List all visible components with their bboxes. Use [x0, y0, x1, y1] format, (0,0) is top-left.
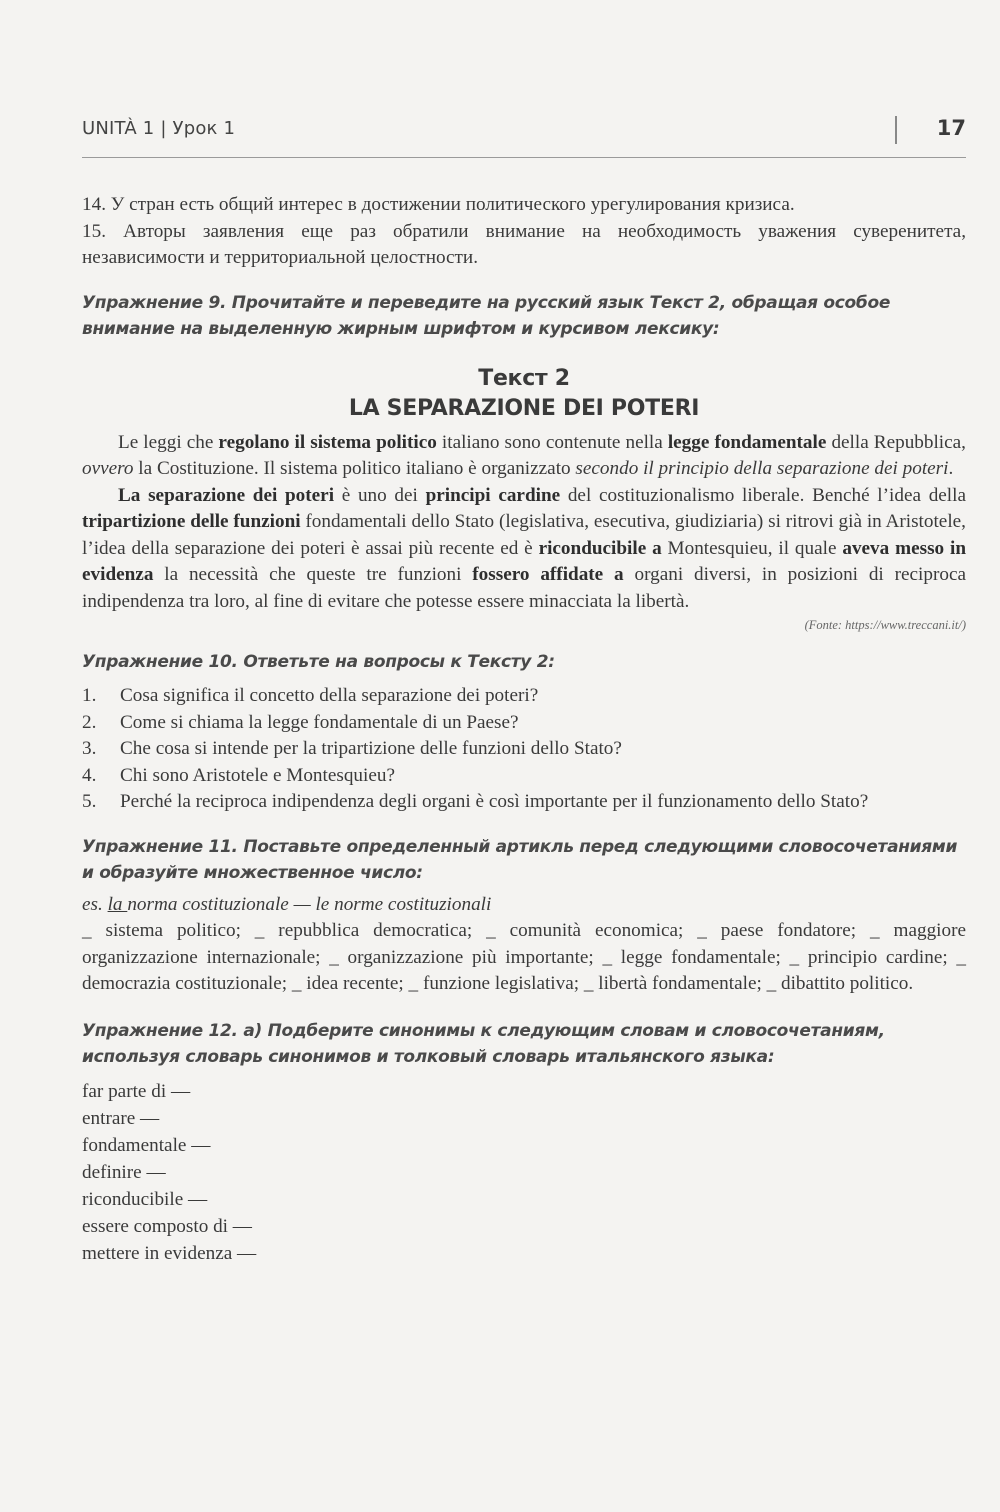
italic-term: secondo il principio della separazione dei poteri	[575, 458, 949, 479]
italic-term: ovvero	[82, 458, 134, 479]
exercise-11-example	[82, 892, 966, 919]
question-number: 1.	[82, 685, 97, 706]
text-run: organi diversi, in posizioni di reciproca indipendenza tra loro, al fine di evitare che potesse essere minacciata la libertà.	[82, 564, 966, 612]
bold-term: riconducibile a	[538, 537, 662, 559]
exercise-11-title: Упражнение 11. Поставьте определенный артикль перед следующими словосочетаниями и образуйте множественное число:	[82, 836, 958, 883]
bold-term: tripartizione delle funzioni	[82, 511, 301, 532]
page-content	[82, 192, 966, 1267]
synonym-word: fondamentale —	[82, 1134, 211, 1156]
example-text: norma costituzionale — le norme costituzionali	[127, 893, 492, 915]
question-number: 2.	[82, 711, 97, 733]
text-paragraph-2	[82, 483, 966, 616]
bold-term: fossero affidate a	[472, 564, 624, 585]
header-rule	[82, 157, 966, 158]
bold-term: aveva messo in evidenza	[82, 537, 966, 585]
text-run: la Costituzione. Il sistema politico italiano è organizzato	[133, 458, 576, 479]
question-number: 3.	[82, 738, 97, 759]
exercise-10-title: Упражнение 10. Ответьте на вопросы к Тексту 2:	[82, 652, 555, 672]
page-number: 17	[936, 116, 966, 140]
text-run: la necessità che queste tre funzioni	[153, 564, 473, 585]
item-text: Авторы заявления еще раз обратили внимание на необходимость уважения суверенитета, независимости и территориальной целостности.	[82, 220, 966, 268]
item-text: У стран есть общий интерес в достижении политического урегулирования кризиса.	[110, 194, 795, 215]
exercise-12-title: Упражнение 12. а) Подберите синонимы к следующим словам и словосочетаниям, используя словарь синонимов и толковый словарь итальянского языка:	[82, 1020, 885, 1067]
synonym-word: essere composto di —	[82, 1215, 252, 1237]
source-citation: (Fonte: https://www.treccani.it/)	[804, 618, 966, 632]
question-text: Che cosa si intende per la tripartizione delle funzioni dello Stato?	[120, 738, 622, 759]
synonym-word: entrare —	[82, 1107, 160, 1129]
bold-term: La separazione dei poteri	[118, 484, 335, 506]
text-label: Текст 2	[478, 365, 570, 391]
text-run: Montesquieu, il quale	[661, 537, 843, 559]
questions-list	[82, 683, 966, 816]
bold-term: legge fondamentale	[667, 431, 827, 453]
question-text: Cosa significa il concetto della separazione dei poteri?	[120, 685, 539, 706]
question-text: Come si chiama la legge fondamentale di un Paese?	[120, 711, 519, 733]
question-number: 4.	[82, 764, 97, 786]
bold-term: principi cardine	[425, 484, 561, 506]
item-number: 15.	[82, 220, 106, 242]
synonym-words-list	[82, 1078, 966, 1267]
text-run: italiano sono contenute nella	[436, 431, 668, 453]
question-text: Perché la reciproca indipendenza degli organi è così importante per il funzionamento dello Stato?	[120, 791, 869, 812]
unit-label: UNITÀ 1 | Урок 1	[82, 118, 236, 139]
synonym-word: definire —	[82, 1161, 166, 1183]
synonym-word: riconducibile —	[82, 1188, 208, 1210]
exercise-9-title: Упражнение 9. Прочитайте и переведите на русский язык Текст 2, обращая особое внимание на выделенную жирным шрифтом и курсивом лексику:	[82, 292, 891, 339]
page-header	[82, 112, 966, 152]
question-text: Chi sono Aristotele e Montesquieu?	[120, 764, 395, 786]
text-run: della Repubblica,	[826, 431, 966, 453]
example-article: la	[107, 893, 128, 915]
text-run: del costituzionalismo liberale. Benché l’idea della	[560, 484, 966, 506]
question-item	[82, 763, 966, 790]
exercise-11-items: _ sistema politico; _ repubblica democratica; _ comunità economica; _ paese fondatore; _ maggiore organizzazione internazionale; _ organizzazione più importante; _ legge fondamentale; _ principio cardine; _ democrazia costituzionale; _ idea recente; _ funzione legislativa; _ libertà fondamentale; _ dibattito politico.	[82, 920, 966, 994]
question-item	[82, 736, 966, 763]
question-item	[82, 789, 966, 816]
text-2-heading	[82, 364, 966, 424]
question-item	[82, 710, 966, 737]
synonym-word: mettere in evidenza —	[82, 1242, 257, 1264]
bold-term: regolano il sistema politico	[218, 431, 437, 453]
example-prefix: es.	[82, 893, 108, 915]
item-number: 14.	[82, 194, 106, 215]
synonym-word: far parte di —	[82, 1080, 191, 1102]
list-item	[82, 219, 966, 272]
text-run: fondamentali dello Stato (legislativa, esecutiva, giudiziaria) si ritrovi già in Aristotele, l’idea della separazione dei poteri è assai più recente ed è	[82, 511, 966, 559]
question-item	[82, 683, 966, 710]
text-run: Le leggi che	[118, 431, 219, 453]
list-item	[82, 192, 966, 219]
text-title: LA SEPARAZIONE DEI POTERI	[348, 395, 700, 421]
text-run: .	[948, 458, 954, 479]
continued-list	[82, 192, 966, 272]
question-number: 5.	[82, 791, 97, 812]
header-divider	[895, 116, 897, 144]
text-run: è uno dei	[334, 484, 426, 506]
text-paragraph-1	[82, 430, 966, 483]
